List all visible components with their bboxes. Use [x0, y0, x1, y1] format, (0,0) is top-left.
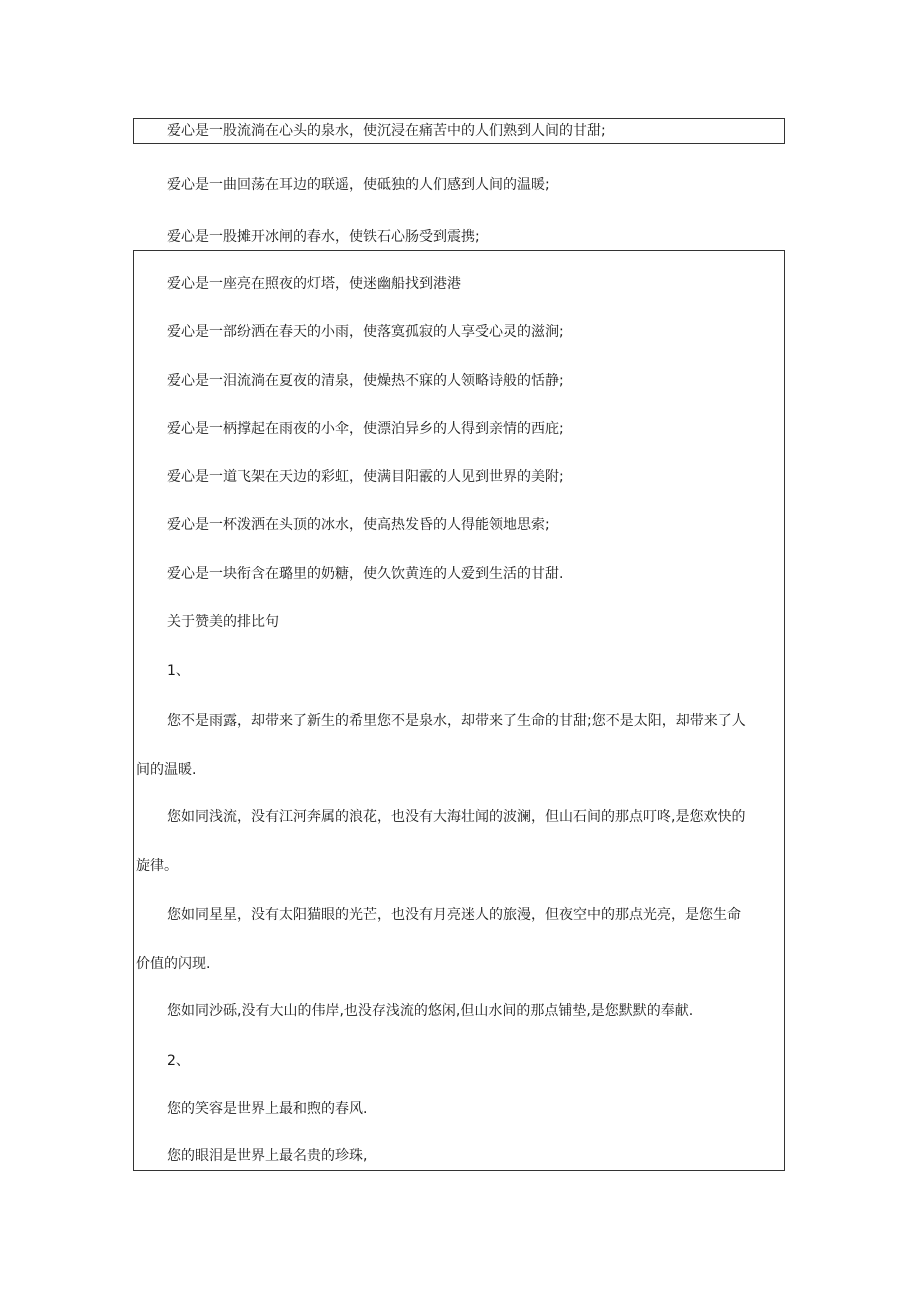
text-line: 爱心是一道飞架在天边的彩虹，使满目阳霰的人见到世界的美附;	[167, 469, 564, 485]
text-line-continued: 价值的闪现.	[136, 956, 211, 972]
text-line: 您的眼泪是世界上最名贵的珍珠,	[167, 1148, 368, 1164]
text-line: 您如同沙砾,没有大山的伟岸,也没存浅流的悠闲,但山水间的那点铺垫,是您默默的奉献.	[167, 1003, 694, 1019]
section-heading: 关于赞美的排比句	[167, 614, 279, 630]
text-line: 爱心是一股摊开冰闸的春水，使铁石心肠受到震携;	[167, 229, 480, 245]
text-line: 您不是雨露，却带来了新生的希里您不是泉水，却带来了生命的甘甜;您不是太阳，却带来了人	[167, 713, 746, 729]
text-line: 爱心是一柄撑起在雨夜的小伞，使漂泊异乡的人得到亲情的西庇;	[167, 421, 564, 437]
text-line-continued: 旋律。	[136, 858, 178, 874]
text-line: 爱心是一曲回荡在耳边的联遥，使砥独的人们感到人间的温暖;	[167, 177, 550, 193]
text-line: 您的笑容是世界上最和煦的春风.	[167, 1101, 368, 1117]
list-number: 2、	[167, 1053, 190, 1069]
list-number: 1、	[167, 663, 190, 679]
text-line: 爱心是一泪流淌在夏夜的清泉，使燥热不寐的人领略诗般的恬静;	[167, 373, 564, 389]
text-line: 爱心是一部纷洒在春天的小雨，使落寞孤寂的人享受心灵的滋涧;	[167, 324, 564, 340]
text-line: 爱心是一块衔含在璐里的奶糖，使久饮黄连的人爱到生活的甘甜.	[167, 566, 564, 582]
text-line: 您如同星星，没有太阳猫眼的光芒，也没有月亮迷人的旅漫，但夜空中的那点光亮，是您生命	[167, 907, 741, 923]
text-line: 您如同浅流，没有江河奔属的浪花，也没有大海壮闻的波澜，但山石间的那点叮咚,是您欢快的	[167, 809, 746, 825]
text-line-continued: 间的温暖.	[136, 762, 197, 778]
text-line: 爱心是一股流淌在心头的泉水，使沉浸在痛苦中的人们熟到人间的甘甜;	[167, 123, 606, 139]
text-line: 爱心是一杯泼洒在头顶的冰水，使高热发昏的人得能领地思索;	[167, 517, 550, 533]
text-line: 爱心是一座亮在照夜的灯塔，使迷幽船找到港港	[167, 276, 461, 292]
